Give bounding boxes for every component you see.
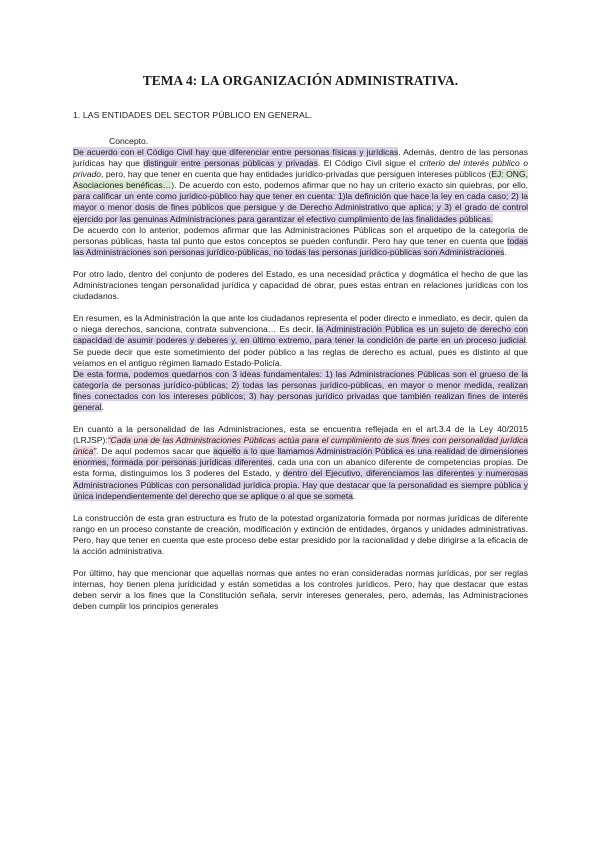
text-run: . <box>504 246 507 257</box>
text-run: . <box>352 490 356 501</box>
paragraph <box>73 513 528 557</box>
text-run: . Se puede decir que este sometimiento del poder público a las reglas de derecho es actual, pues es distinto al que veíamos en el antiguo régimen llamado Estado-Policía. <box>73 335 528 368</box>
text-run: . El Código Civil sigue el <box>317 158 420 169</box>
text-run: ). De acuerdo con esto, podemos afirmar que no hay un criterio exacto sin quiebras, por ello, <box>171 180 528 191</box>
text-run: . De aquí podemos sacar que <box>96 446 214 457</box>
text-run: . Además, dentro de las personas jurídicas hay que <box>73 147 528 169</box>
highlighted-text: De acuerdo con el Código Civil hay que diferenciar entre personas físicas y jurídicas <box>73 147 399 157</box>
text-run: Por último, hay que mencionar que aquellas normas que antes no eran consideradas normas jurídicas, por ser reglas internas, hoy tienen plena juridicidad y están sometidas a los controles jurídicos. Pero, hay que destacar que estas deben servir a los fines que la Constitución señala, servir intereses generales, pero, además, las Administraciones deben cumplir los principios generales <box>73 568 528 612</box>
highlighted-text: “Cada una de las Administraciones Públicas actúa para el cumplimiento de sus fines con personalidad jurídica única” <box>73 435 528 457</box>
highlighted-text: la Administración Pública es un sujeto de derecho con capacidad de asumir poderes y deberes y, en último extremo, para tener la condición de parte en un proceso judicial <box>73 324 529 346</box>
paragraph <box>73 225 528 258</box>
paragraph-spacer <box>73 502 528 513</box>
paragraph <box>73 568 528 612</box>
paragraph-spacer <box>73 302 528 313</box>
paragraph <box>73 147 528 225</box>
body-text <box>73 147 528 612</box>
page-title: TEMA 4: LA ORGANIZACIÓN ADMINISTRATIVA. <box>142 73 459 88</box>
paragraph <box>73 369 528 413</box>
text-run: En cuanto a la personalidad de las Administraciones, esta se encuentra reflejada en el art.3.4 de la Ley 40/2015 (LRJSP): <box>73 424 528 446</box>
paragraph <box>73 424 528 502</box>
highlighted-text: todas las Administraciones son personas jurídico-públicas, no todas las personas jurídico-públicas son Administraciones <box>73 235 528 257</box>
text-run: criterio del interés público o privado <box>73 158 528 180</box>
paragraph-spacer <box>73 413 528 424</box>
highlighted-text: para calificar un ente como jurídico-público hay que tener en cuenta: 1)la definición que hace la ley en cada caso; 2) la mayor o menor dosis de fines públicos que persigue y de Derecho Administrativo que aplica; y 3) el grado de control ejercido por las genuinas Administraciones para garantizar el efectivo cumplimiento de las finalidades públicas. <box>73 191 528 224</box>
section-heading: 1. LAS ENTIDADES DEL SECTOR PÚBLICO EN GENERAL. <box>73 110 313 120</box>
text-run: La construcción de esta gran estructura es fruto de la potestad organizatoria formada por normas jurídicas de diferente rango en un proceso constante de creación, modificación y extinción de entidades, órganos y unidades administrativas. Pero, hay que tener en cuenta que este proceso debe estar presidido por la racionalidad y debe dirigirse a la eficacia de la acción administrativa. <box>73 512 528 556</box>
highlighted-text: dentro del Ejecutivo, diferenciamos las diferentes y numerosas Administraciones Públicas con personalidad jurídica propia. Hay que destacar que la personalidad es siempre pública y única independientemente del derecho que se aplique o al que se someta <box>73 468 528 501</box>
paragraph-spacer <box>73 258 528 269</box>
text-run: . <box>101 401 104 412</box>
highlighted-text: aquello a lo que llamamos Administración Pública es una realidad de dimensiones enormes, formada por personas jurídicas diferentes <box>73 446 528 468</box>
paragraph-spacer <box>73 557 528 568</box>
text-run: De acuerdo con lo anterior, podemos afirmar que las Administraciones Públicas son el arquetipo de la categoría de personas públicas, hasta tal punto que estos conceptos se pueden confundir. Pero hay que tener en cuenta que <box>73 224 528 246</box>
highlighted-text: distinguir entre personas públicas y privadas <box>143 158 318 169</box>
highlighted-text: EJ: ONG, Asociaciones benéficas… <box>73 169 528 191</box>
text-run: Por otro lado, dentro del conjunto de poderes del Estado, es una necesidad práctica y dogmática el hecho de que las Administraciones tengan personalidad jurídica y capacidad de obrar, pues estas entran en relaciones jurídicas con los ciudadanos. <box>73 268 528 302</box>
text-run: , cada una con un abanico diferente de competencias propias. De esta forma, distinguimos los 3 poderes del Estado, y <box>73 457 528 479</box>
paragraph <box>73 313 528 368</box>
text-run: En resumen, es la Administración la que ante los ciudadanos representa el poder directo e inmediato, es decir, quien da o niega derechos, sanciona, contrata subvenciona… Es decir, <box>73 313 528 335</box>
subheading: Concepto. <box>109 136 149 146</box>
text-run: , pero, hay que tener en cuenta que hay entidades jurídico-privadas que persiguen intereses públicos ( <box>101 169 492 180</box>
highlighted-text: De esta forma, podemos quedarnos con 3 ideas fundamentales: 1) las Administraciones Públicas son el grueso de la categoría de personas jurídico-públicas; 2) todas las personas jurídico-públicas, en mayor o menor medida, realizan fines conectados con los intereses públicos; 3) hay personas jurídico privadas que también realizan fines de interés general <box>73 368 528 412</box>
paragraph <box>73 269 528 302</box>
